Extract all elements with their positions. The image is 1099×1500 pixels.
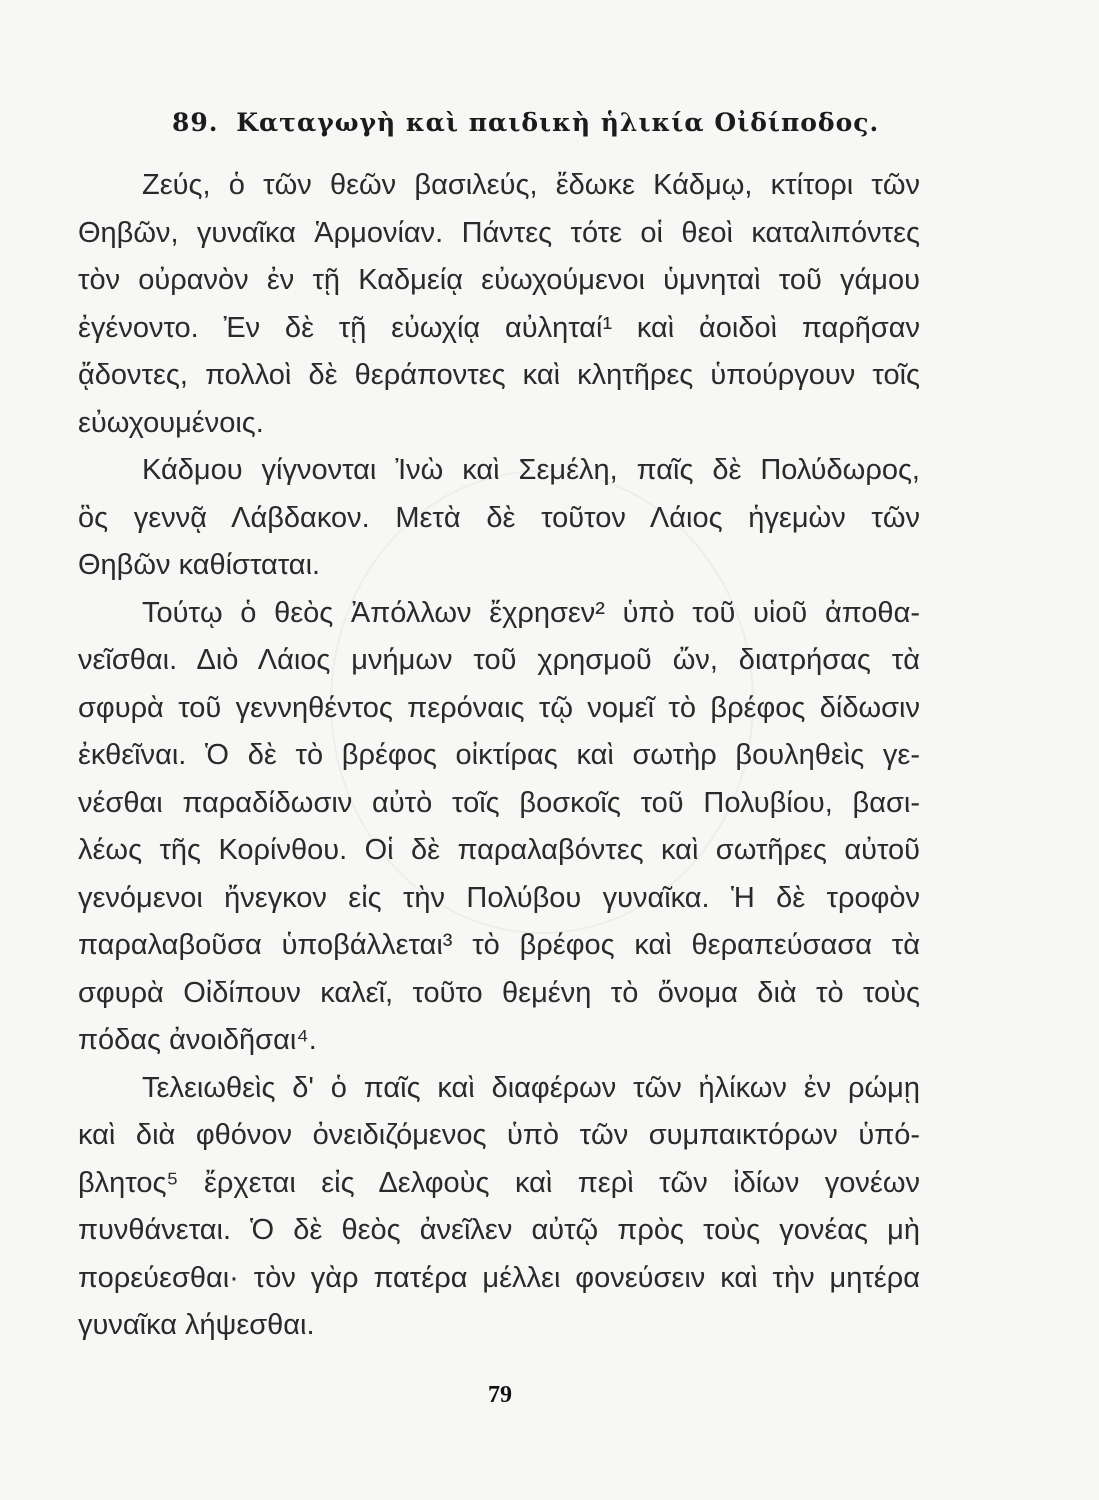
text-line: παραλαβοῦσα ὑποβάλλεται³ τὸ βρέφος καὶ θεραπεύσασα τὰ — [78, 929, 920, 961]
text-line: Τελειωθεὶς δ' ὁ παῖς καὶ διαφέρων τῶν ἡλίκων ἐν ρώμῃ — [142, 1071, 920, 1104]
text-line: Θηβῶν καθίσταται. — [78, 549, 321, 581]
paragraph-3 — [78, 590, 920, 1065]
text-line: Ζεύς, ὁ τῶν θεῶν βασιλεύς, ἔδωκε Κάδμῳ, κτίτορι τῶν — [142, 169, 920, 201]
text-line: πορεύεσθαι· τὸν γὰρ πατέρα μέλλει φονεύσειν καὶ τὴν μητέρα — [78, 1261, 920, 1294]
section-number: 89. — [172, 108, 219, 137]
text-line: νέσθαι παραδίδωσιν αὐτὸ τοῖς βοσκοῖς τοῦ Πολυβίου, βασι- — [78, 786, 920, 819]
text-line: πυνθάνεται. Ὁ δὲ θεὸς ἀνεῖλεν αὐτῷ πρὸς τοὺς γονέας μὴ — [78, 1214, 920, 1246]
text-line: λέως τῆς Κορίνθου. Οἱ δὲ παραλαβόντες καὶ σωτῆρες αὐτοῦ — [78, 834, 920, 866]
text-line: γυναῖκα λήψεσθαι. — [78, 1309, 315, 1341]
text-line: εὐωχουμένοις. — [78, 406, 264, 439]
text-line: ἐγένοντο. Ἐν δὲ τῇ εὐωχίᾳ αὐληταί¹ καὶ ἀοιδοὶ παρῆσαν — [78, 311, 920, 344]
text-line: Κάδμου γίγνονται Ἰνὼ καὶ Σεμέλη, παῖς δὲ Πολύδωρος, — [142, 454, 920, 486]
text-line: ὃς γεννᾷ Λάβδακον. Μετὰ δὲ τοῦτον Λάιος ἡγεμὼν τῶν — [78, 501, 920, 534]
paragraph-1 — [78, 162, 920, 447]
text-line: νεῖσθαι. Διὸ Λάιος μνήμων τοῦ χρησμοῦ ὤν, διατρήσας τὰ — [78, 644, 920, 676]
paragraph-4 — [78, 1065, 920, 1350]
text-line: ἐκθεῖναι. Ὁ δὲ τὸ βρέφος οἰκτίρας καὶ σωτὴρ βουληθεὶς γε- — [78, 739, 920, 771]
text-line: σφυρὰ τοῦ γεννηθέντος περόναις τῷ νομεῖ τὸ βρέφος δίδωσιν — [78, 691, 920, 724]
text-line: Τούτῳ ὁ θεὸς Ἀπόλλων ἔχρησεν² ὑπὸ τοῦ υἱοῦ ἀποθα- — [142, 596, 920, 629]
section-heading — [172, 108, 952, 137]
text-line: καὶ διὰ φθόνον ὀνειδιζόμενος ὑπὸ τῶν συμπαικτόρων ὑπό- — [78, 1119, 920, 1151]
page-number: 79 — [488, 1382, 512, 1408]
text-line: ᾄδοντες, πολλοὶ δὲ θεράποντες καὶ κλητῆρες ὑπούργουν τοῖς — [78, 359, 920, 391]
text-line: πόδας ἀνοιδῆσαι⁴. — [78, 1024, 317, 1056]
paragraph-2 — [78, 447, 920, 590]
text-line: βλητος⁵ ἔρχεται εἰς Δελφοὺς καὶ περὶ τῶν ἰδίων γονέων — [78, 1166, 920, 1199]
body-text — [78, 162, 920, 1350]
section-title: Καταγωγὴ καὶ παιδικὴ ἡλικία Οἰδίποδος. — [236, 108, 880, 137]
text-line: Θηβῶν, γυναῖκα Ἁρμονίαν. Πάντες τότε οἱ θεοὶ καταλιπόντες — [78, 216, 920, 249]
text-line: τὸν οὐρανὸν ἐν τῇ Καδμείᾳ εὐωχούμενοι ὑμνηταὶ τοῦ γάμου — [78, 264, 920, 296]
text-line: σφυρὰ Οἰδίπουν καλεῖ, τοῦτο θεμένη τὸ ὄνομα διὰ τὸ τοὺς — [78, 976, 920, 1009]
text-line: γενόμενοι ἤνεγκον εἰς τὴν Πολύβου γυναῖκα. Ἡ δὲ τροφὸν — [78, 881, 920, 914]
